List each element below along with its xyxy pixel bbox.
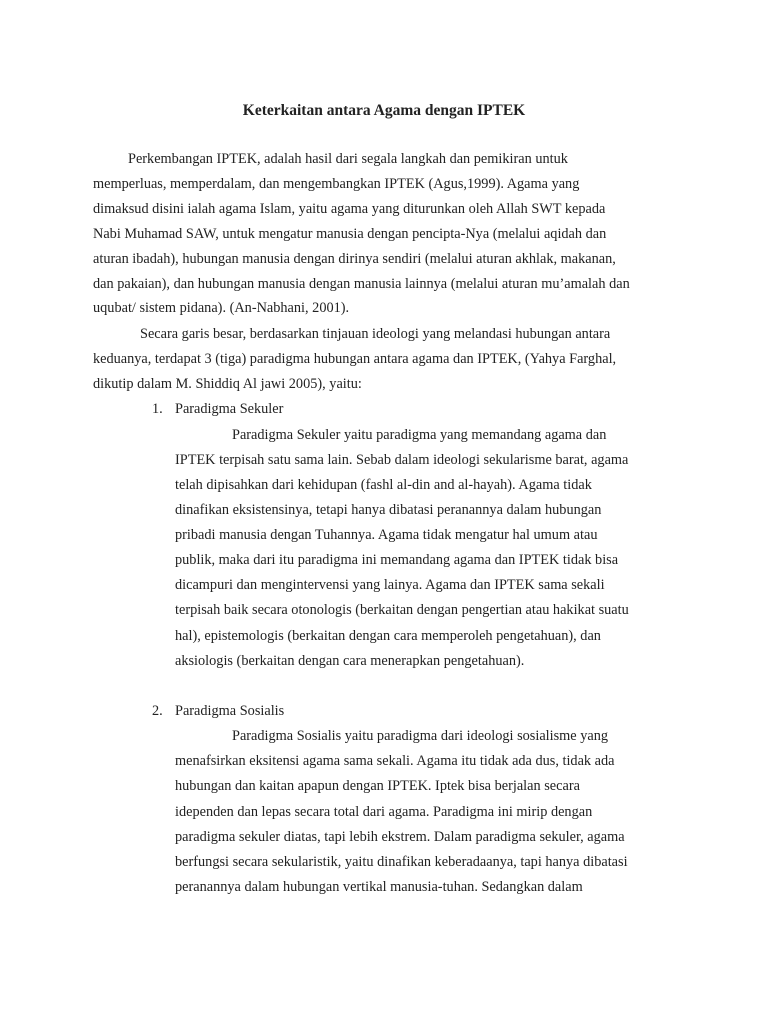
text-line: berfungsi secara sekularistik, yaitu dinafikan keberadaanya, tapi hanya dibatasi (175, 854, 628, 870)
text-line: dan pakaian), dan hubungan manusia dengan manusia lainnya (melalui aturan mu’amalah dan (93, 276, 630, 292)
text-line: paradigma sekuler diatas, tapi lebih ekstrem. Dalam paradigma sekuler, agama (175, 829, 625, 845)
document-title: Keterkaitan antara Agama dengan IPTEK (242, 102, 526, 119)
text-line: menafsirkan eksitensi agama sama sekali. Agama itu tidak ada dus, tidak ada (175, 753, 615, 769)
text-line: pribadi manusia dengan Tuhannya. Agama tidak mengatur hal umum atau (175, 527, 598, 543)
text-line: dimaksud disini ialah agama Islam, yaitu agama yang diturunkan oleh Allah SWT kepada (93, 201, 606, 217)
text-line: idependen dan lepas secara total dari agama. Paradigma ini mirip dengan (175, 804, 593, 820)
text-line: Perkembangan IPTEK, adalah hasil dari segala langkah dan pemikiran untuk (128, 151, 568, 167)
text-line: IPTEK terpisah satu sama lain. Sebab dalam ideologi sekularisme barat, agama (175, 452, 629, 468)
text-line: hubungan dan kaitan apapun dengan IPTEK. Iptek bisa berjalan secara (175, 778, 580, 794)
text-line: Paradigma Sekuler yaitu paradigma yang memandang agama dan (232, 427, 607, 443)
text-line: dinafikan eksistensinya, tetapi hanya dibatasi peranannya dalam hubungan (175, 502, 602, 518)
list-number: 1. (152, 401, 163, 417)
text-line: Secara garis besar, berdasarkan tinjauan ideologi yang melandasi hubungan antara (140, 326, 611, 342)
text-line: Nabi Muhamad SAW, untuk mengatur manusia dengan pencipta-Nya (melalui aqidah dan (93, 226, 607, 242)
text-line: aturan ibadah), hubungan manusia dengan dirinya sendiri (melalui aturan akhlak, makanan, (93, 251, 616, 267)
text-line: Paradigma Sosialis yaitu paradigma dari ideologi sosialisme yang (232, 728, 609, 744)
text-line: hal), epistemologis (berkaitan dengan cara memperoleh pengetahuan), dan (175, 628, 601, 644)
list-number: 2. (152, 703, 163, 719)
section-heading: Paradigma Sekuler (175, 401, 284, 417)
text-line: publik, maka dari itu paradigma ini memandang agama dan IPTEK tidak bisa (175, 552, 619, 568)
text-line: memperluas, memperdalam, dan mengembangkan IPTEK (Agus,1999). Agama yang (93, 176, 580, 192)
text-line: terpisah baik secara otonologis (berkaitan dengan pengertian atau hakikat suatu (175, 602, 629, 618)
text-line: dikutip dalam M. Shiddiq Al jawi 2005), yaitu: (93, 376, 362, 392)
text-line: telah dipisahkan dari kehidupan (fashl al-din and al-hayah). Agama tidak (175, 477, 592, 493)
section-heading: Paradigma Sosialis (175, 703, 285, 719)
text-line: peranannya dalam hubungan vertikal manusia-tuhan. Sedangkan dalam (175, 879, 583, 895)
text-line: keduanya, terdapat 3 (tiga) paradigma hubungan antara agama dan IPTEK, (Yahya Farghal, (93, 351, 617, 367)
text-line: uqubat/ sistem pidana). (An-Nabhani, 2001). (93, 300, 350, 316)
text-line: aksiologis (berkaitan dengan cara menerapkan pengetahuan). (175, 653, 525, 669)
text-line: dicampuri dan mengintervensi yang lainya. Agama dan IPTEK sama sekali (175, 577, 605, 593)
